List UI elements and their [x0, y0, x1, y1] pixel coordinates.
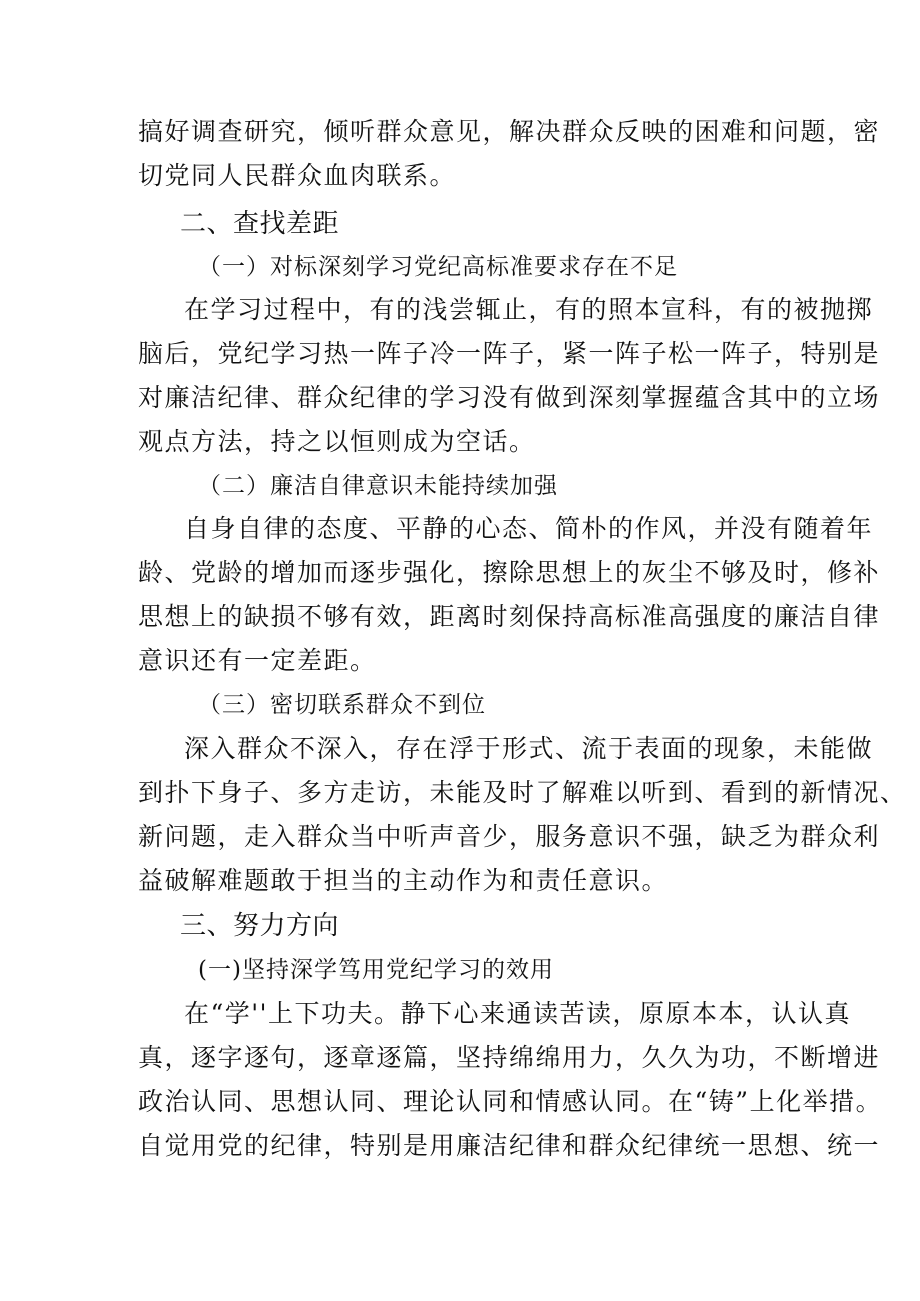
paragraph-line: 深入群众不深入，存在浮于形式、流于表面的现象，未能做	[184, 734, 874, 763]
paragraph-line: 到扑下身子、多方走访，未能及时了解难以听到、看到的新情况、	[138, 778, 907, 807]
section-heading-gaps: 二、查找差距	[180, 209, 340, 239]
paragraph-line: 在“学''上下功夫。静下心来通读苦读，原原本本，认认真	[184, 999, 852, 1028]
paragraph-line: 观点方法，持之以恒则成为空话。	[138, 427, 536, 456]
paragraph-line: 对廉洁纪律、群众纪律的学习没有做到深刻掌握蕴含其中的立场	[138, 383, 881, 412]
section-heading-direction: 三、努力方向	[180, 911, 340, 941]
subheading-4: (一)坚持深学笃用党纪学习的效用	[198, 957, 554, 983]
paragraph-line: 龄、党龄的增加而逐步强化，擦除思想上的灰尘不够及时，修补	[138, 558, 881, 587]
paragraph-line: 意识还有一定差距。	[138, 646, 377, 675]
paragraph-line: 脑后，党纪学习热一阵子冷一阵子，紧一阵子松一阵子，特别是	[138, 339, 881, 368]
subheading-1: （一）对标深刻学习党纪高标准要求存在不足	[198, 254, 678, 280]
subheading-3: （三）密切联系群众不到位	[198, 692, 486, 718]
paragraph-line: 自身自律的态度、平静的心态、简朴的作风，并没有随着年	[184, 514, 874, 543]
paragraph-line: 在学习过程中，有的浅尝辄止，有的照本宣科，有的被抛掷	[184, 295, 874, 324]
paragraph-line: 真，逐字逐句，逐章逐篇，坚持绵绵用力，久久为功，不断增进	[138, 1043, 881, 1072]
paragraph-line: 政治认同、思想认同、理论认同和情感认同。在“铸”上化举措。	[138, 1087, 883, 1116]
paragraph-line: 自觉用党的纪律，特别是用廉洁纪律和群众纪律统一思想、统一	[138, 1131, 881, 1160]
paragraph-line: 搞好调查研究，倾听群众意见，解决群众反映的困难和问题，密	[138, 117, 881, 146]
subheading-2: （二）廉洁自律意识未能持续加强	[198, 473, 558, 499]
paragraph-line: 思想上的缺损不够有效，距离时刻保持高标准高强度的廉洁自律	[138, 602, 881, 631]
paragraph-line: 新问题，走入群众当中听声音少，服务意识不强，缺乏为群众利	[138, 822, 881, 851]
paragraph-line: 益破解难题敢于担当的主动作为和责任意识。	[138, 866, 669, 895]
paragraph-line: 切党同人民群众血肉联系。	[138, 161, 457, 190]
